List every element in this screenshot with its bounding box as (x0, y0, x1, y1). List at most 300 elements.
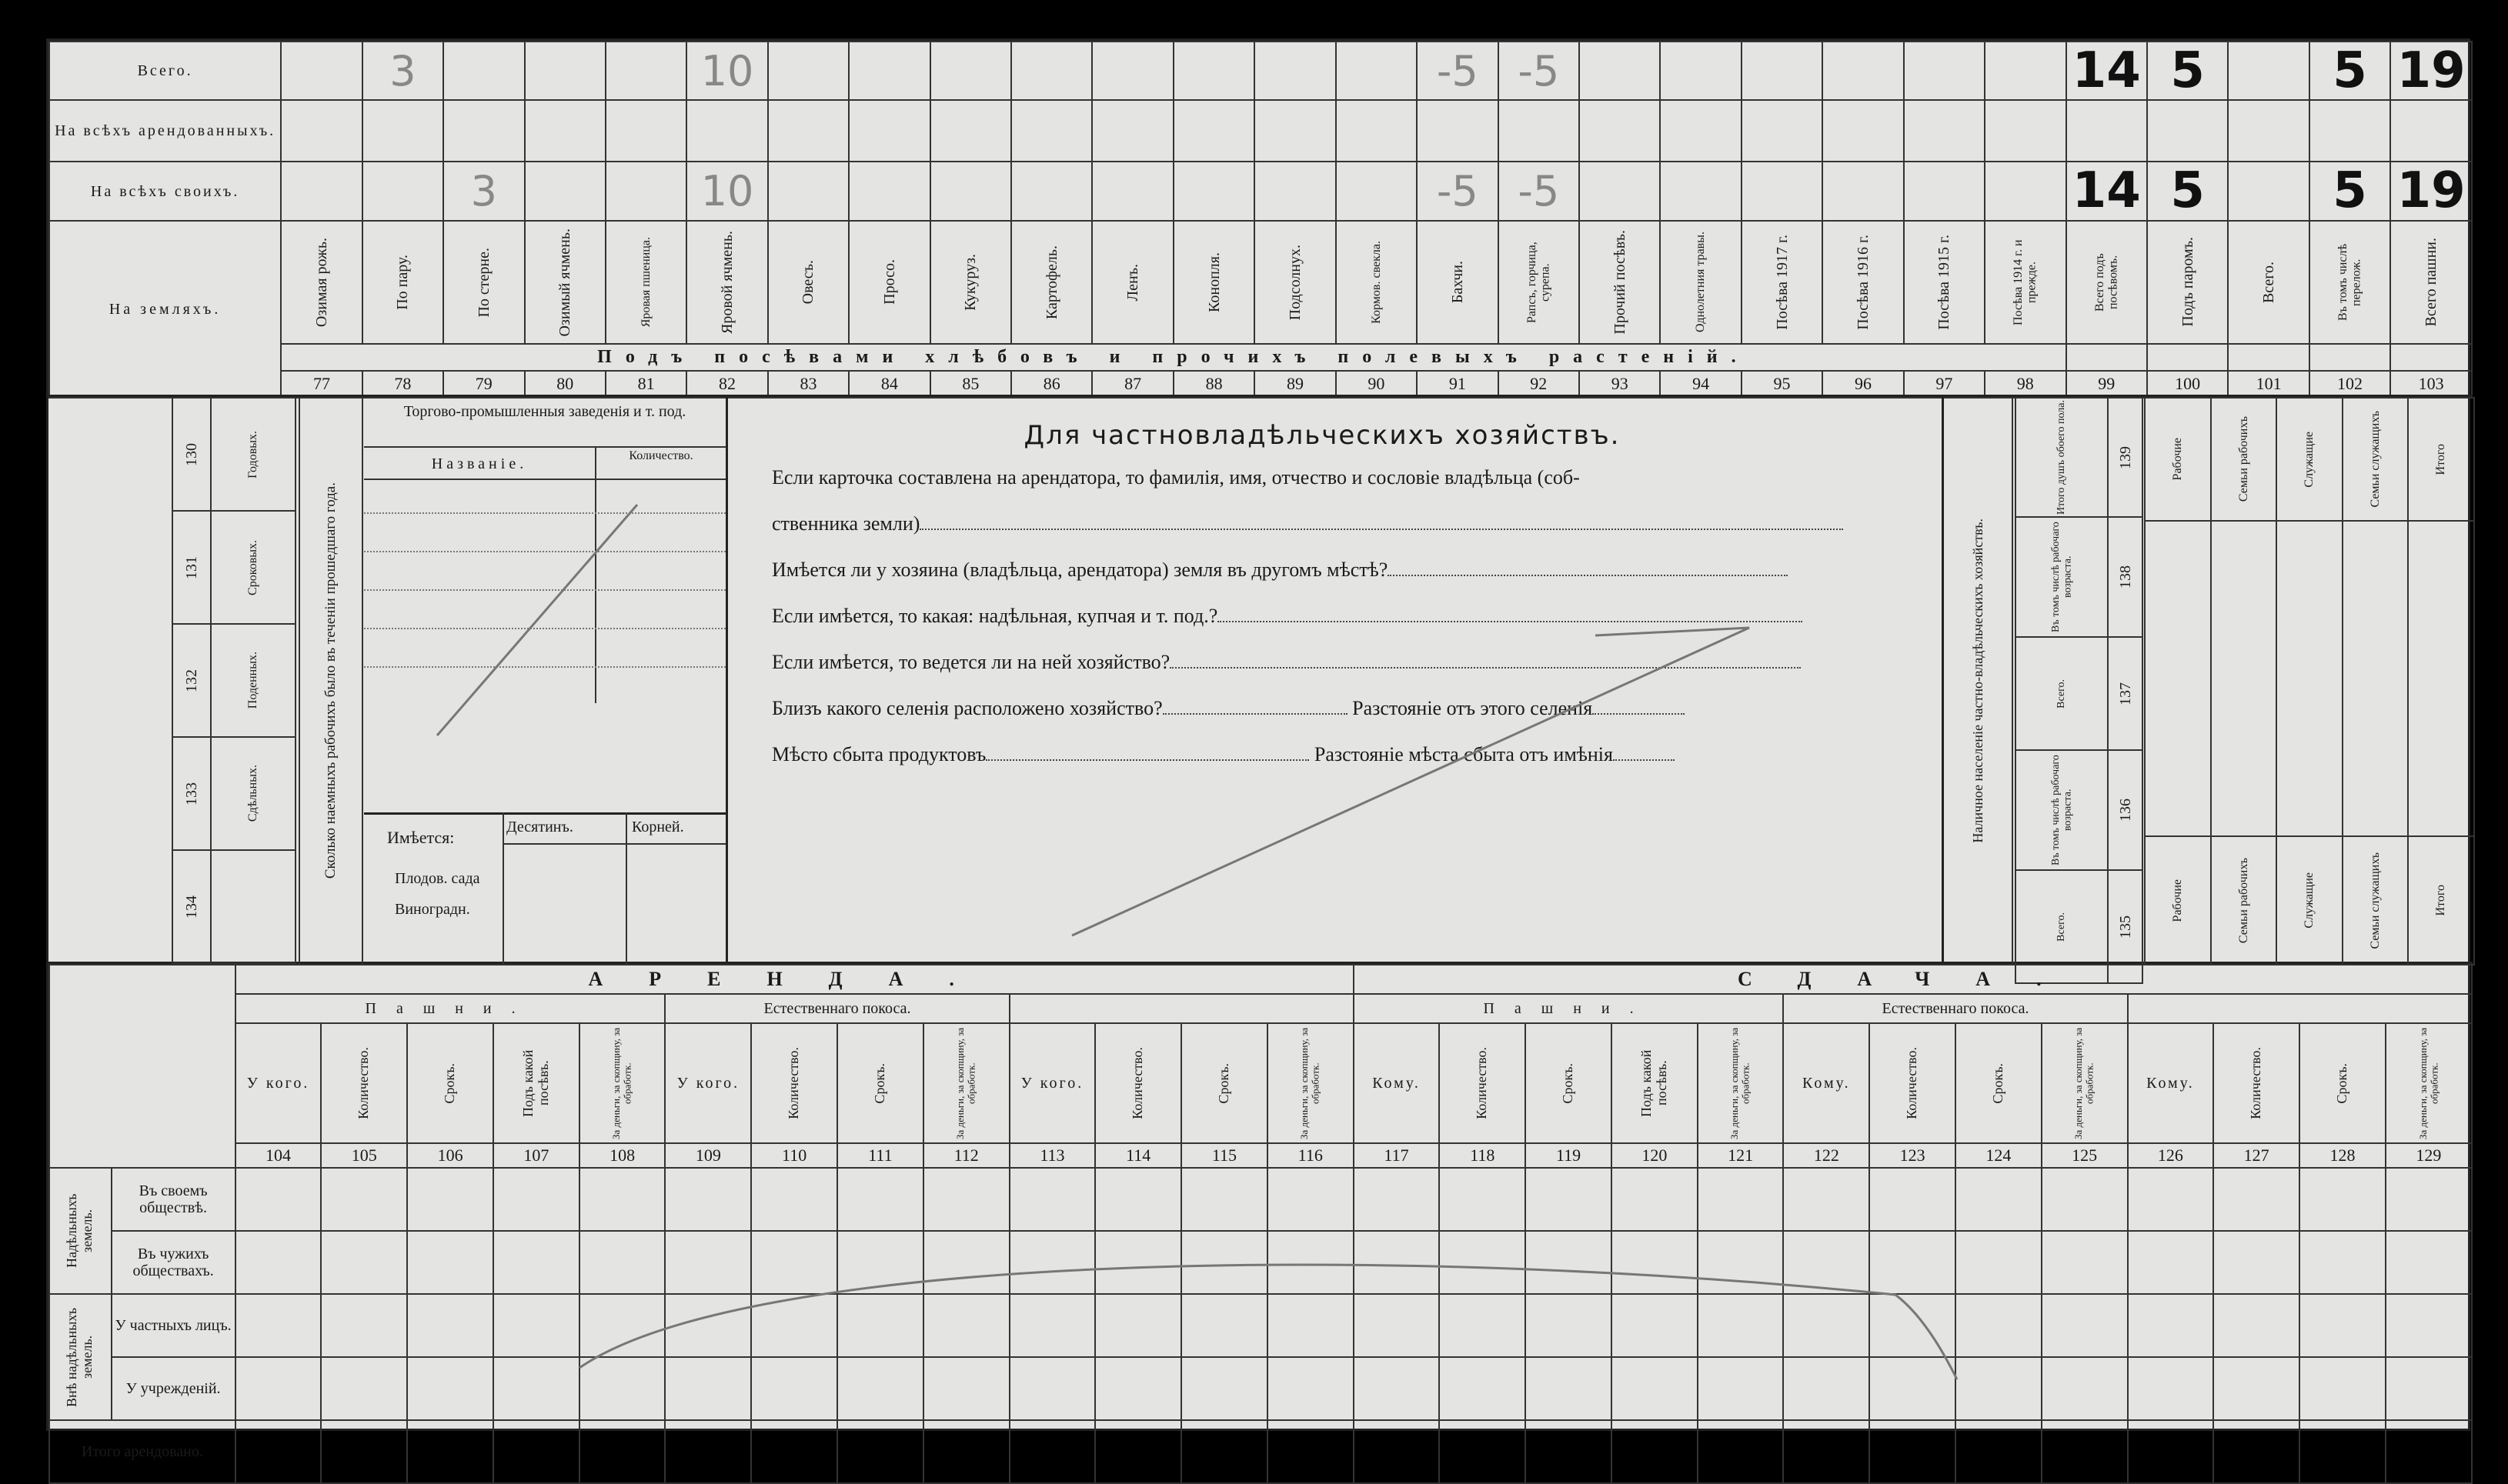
question-owner: Если карточка составлена на арендатора, то фамилія, имя, отчество и сословіе владѣльца (соб- (772, 466, 1580, 489)
worker-col-number-132 (172, 624, 211, 737)
worker-label: Сроковых. (246, 539, 260, 595)
col-header-label: Всего пашни. (2423, 238, 2440, 327)
lease-cell (2386, 1231, 2472, 1294)
cell-svoikh-90 (1336, 162, 1417, 220)
lease-col-label: Срокъ. (2334, 1062, 2350, 1104)
group-label: Надѣльныхъ земель. (64, 1193, 95, 1269)
personnel-table (2144, 397, 2475, 965)
lease-col-number-118: 118 (1439, 1143, 1525, 1168)
imeetsya-label: Имѣется: (387, 828, 455, 847)
lease-col-number-127: 127 (2213, 1143, 2299, 1168)
col-header-94 (1660, 221, 1741, 344)
pop-number: 138 (2116, 565, 2134, 589)
lease-cell (1869, 1231, 1955, 1294)
cell-vsego-77 (281, 42, 362, 100)
cell-vsego-103: 19 (2390, 42, 2472, 100)
worker-col-label-130 (211, 398, 296, 511)
lease-cell (1955, 1231, 2042, 1294)
lease-group-2 (1010, 994, 1354, 1023)
lease-cell (1181, 1357, 1267, 1420)
lease-cell (579, 1168, 666, 1231)
lease-row-label-1: Въ чужихъ обществахъ. (112, 1231, 235, 1294)
cell-arend-77 (281, 100, 362, 162)
lease-cell (923, 1294, 1010, 1357)
col-header-86 (1011, 221, 1092, 344)
col-header-95 (1742, 221, 1822, 344)
lease-col-label: Подъ какой посѣвъ. (520, 1049, 551, 1117)
col-header-label: Ленъ. (1124, 263, 1142, 301)
lease-cell (1955, 1294, 2042, 1357)
personnel-header-2 (2276, 398, 2343, 521)
lease-cell (235, 1231, 322, 1294)
lease-total-cell (1869, 1420, 1955, 1483)
private-title: Для частновладѣльческихъ хозяйствъ. (1024, 420, 1621, 451)
lease-total-cell (407, 1420, 493, 1483)
personnel-footer-4 (2408, 836, 2474, 965)
pop-number: 136 (2116, 799, 2134, 822)
cell-arend-93 (1579, 100, 1660, 162)
lease-total-cell (1267, 1420, 1354, 1483)
col-number-93: 93 (1579, 371, 1660, 398)
lease-cell (1525, 1231, 1611, 1294)
lease-cell (923, 1168, 1010, 1231)
lease-col-header-126: Кому. (2128, 1023, 2214, 1143)
lease-cell (493, 1231, 579, 1294)
lease-total-cell (1439, 1420, 1525, 1483)
lease-cell (923, 1357, 1010, 1420)
lease-group-0: Пашни. (235, 994, 666, 1023)
cell-svoikh-85 (930, 162, 1011, 220)
lease-cell (665, 1168, 751, 1231)
worker-col-label-131 (211, 511, 296, 624)
trade-title: Торгово-промышленныя заведенія и т. под. (364, 397, 726, 448)
lease-cell (751, 1357, 837, 1420)
lease-total-cell (579, 1420, 666, 1483)
lease-total-cell (321, 1420, 407, 1483)
lease-col-number-126: 126 (2128, 1143, 2214, 1168)
cell-arend-80 (525, 100, 606, 162)
lease-col-number-119: 119 (1525, 1143, 1611, 1168)
col-header-label: По стерне. (475, 247, 493, 318)
lease-cell (579, 1357, 666, 1420)
banner-blank (2309, 344, 2390, 371)
lease-col-header-110 (751, 1023, 837, 1143)
lease-cell (1698, 1168, 1784, 1231)
cell-arend-79 (443, 100, 524, 162)
col-header-label: Картофель. (1043, 245, 1060, 319)
lease-cell (2042, 1168, 2128, 1231)
worker-number-label: 134 (183, 895, 200, 919)
lease-col-number-106: 106 (407, 1143, 493, 1168)
lease-corner (49, 965, 235, 1168)
question-owner-cont: ственника земли) (772, 512, 1888, 535)
worker-number-label: 130 (183, 442, 200, 466)
lease-cell (923, 1231, 1010, 1294)
pop-col-label-139 (2015, 398, 2108, 517)
col-header-101 (2228, 221, 2309, 344)
pop-col-label-137 (2015, 637, 2108, 750)
lease-col-number-109: 109 (665, 1143, 751, 1168)
personnel-label: Рабочие (2171, 879, 2184, 922)
lease-col-header-122: Кому. (1783, 1023, 1869, 1143)
lease-total-cell (2299, 1420, 2386, 1483)
lease-cell (837, 1294, 923, 1357)
lease-cell (1010, 1357, 1096, 1420)
col-header-label: Подсолнух. (1287, 244, 1304, 320)
cell-vsego-86 (1011, 42, 1092, 100)
personnel-label: Итого (2434, 885, 2448, 916)
cell-svoikh-86 (1011, 162, 1092, 220)
lease-col-number-129: 129 (2386, 1143, 2472, 1168)
lease-cell (1439, 1231, 1525, 1294)
lease-cell (1783, 1294, 1869, 1357)
lease-col-number-111: 111 (837, 1143, 923, 1168)
lease-col-number-110: 110 (751, 1143, 837, 1168)
lease-col-number-121: 121 (1698, 1143, 1784, 1168)
cell-vsego-83 (768, 42, 849, 100)
lease-cell (1869, 1294, 1955, 1357)
col-number-85: 85 (930, 371, 1011, 398)
cell-vsego-90 (1336, 42, 1417, 100)
col-header-98 (1985, 221, 2066, 344)
lease-col-header-127 (2213, 1023, 2299, 1143)
cell-arend-81 (606, 100, 686, 162)
pop-col-number-139 (2108, 398, 2142, 517)
worker-col-number-134 (172, 850, 211, 963)
col-number-100: 100 (2147, 371, 2228, 398)
pencil-diagonal-line (733, 397, 1911, 964)
lease-col-label: Количество. (1130, 1047, 1146, 1119)
lease-total-cell (1955, 1420, 2042, 1483)
lease-col-number-114: 114 (1095, 1143, 1181, 1168)
cell-vsego-93 (1579, 42, 1660, 100)
pop-label: Въ томъ числѣ рабочаго возраста. (2049, 522, 2073, 632)
lease-cell (1267, 1357, 1354, 1420)
cell-vsego-95 (1742, 42, 1822, 100)
col-header-label: Озимая рожь. (312, 237, 330, 327)
col-header-97 (1904, 221, 1985, 344)
cell-vsego-91: -5 (1417, 42, 1498, 100)
question-village: Близъ какого селенія расположено хозяйство? Разстояніе отъ этого селенія (772, 697, 1888, 720)
row-label-svoikh: На всѣхъ своихъ. (49, 162, 281, 220)
cell-vsego-102: 5 (2309, 42, 2390, 100)
personnel-cell (2408, 521, 2474, 836)
personnel-label: Служащие (2303, 872, 2316, 929)
lease-cell (407, 1294, 493, 1357)
cell-arend-86 (1011, 100, 1092, 162)
lease-cell (2213, 1231, 2299, 1294)
cell-vsego-82: 10 (686, 42, 767, 100)
lease-col-header-124 (1955, 1023, 2042, 1143)
lease-cell (2042, 1231, 2128, 1294)
lease-col-label: За деньги, за скопщину, за обработк. (1298, 1027, 1321, 1139)
workers-label: Сколько наемныхъ рабочихъ было въ теченіи прошедшаго года. (299, 397, 363, 964)
cell-arend-78 (362, 100, 443, 162)
col-header-85 (930, 221, 1011, 344)
col-header-label: Кормов. свекла. (1369, 240, 1383, 324)
col-number-101: 101 (2228, 371, 2309, 398)
cell-svoikh-87 (1092, 162, 1173, 220)
lease-total-cell (1783, 1420, 1869, 1483)
lease-cell (1611, 1294, 1698, 1357)
lease-col-number-107: 107 (493, 1143, 579, 1168)
lease-col-label: Срокъ. (1989, 1062, 2005, 1104)
col-number-86: 86 (1011, 371, 1092, 398)
lease-cell (321, 1231, 407, 1294)
population-panel (1942, 397, 2475, 964)
personnel-label: Рабочие (2171, 438, 2184, 481)
lease-cell (1267, 1168, 1354, 1231)
cell-svoikh-83 (768, 162, 849, 220)
lease-cell (493, 1357, 579, 1420)
cell-vsego-100: 5 (2147, 42, 2228, 100)
lease-cell (2128, 1168, 2214, 1231)
lease-total-cell (1525, 1420, 1611, 1483)
cell-svoikh-84 (849, 162, 930, 220)
population-table (2015, 397, 2143, 984)
personnel-header-3 (2343, 398, 2409, 521)
desyatin-header: Десятинъ. (506, 819, 573, 835)
lease-table (48, 964, 2473, 1484)
lease-cell (2128, 1294, 2214, 1357)
lease-cell (1354, 1231, 1440, 1294)
col-header-82 (686, 221, 767, 344)
banner-blank (2066, 344, 2147, 371)
pop-col-number-138 (2108, 517, 2142, 637)
lease-col-number-125: 125 (2042, 1143, 2128, 1168)
personnel-label: Служащие (2303, 431, 2316, 488)
cell-svoikh-99: 14 (2066, 162, 2147, 220)
lease-cell (2128, 1231, 2214, 1294)
lease-cell (665, 1231, 751, 1294)
personnel-header-1 (2211, 398, 2277, 521)
lease-cell (235, 1294, 322, 1357)
personnel-cell (2343, 521, 2409, 836)
lease-cell (837, 1168, 923, 1231)
col-header-label: Овесъ. (800, 260, 817, 305)
lease-cell (1181, 1168, 1267, 1231)
cell-arend-95 (1742, 100, 1822, 162)
sdacha-header: СДАЧА. (1354, 965, 2472, 994)
lease-cell (751, 1294, 837, 1357)
lease-col-number-123: 123 (1869, 1143, 1955, 1168)
cell-vsego-80 (525, 42, 606, 100)
lease-cell (493, 1294, 579, 1357)
lease-col-label: За деньги, за скопщину, за обработк. (2072, 1027, 2096, 1139)
lease-cell (2213, 1168, 2299, 1231)
lease-col-header-104: У кого. (235, 1023, 322, 1143)
pop-col-label-138 (2015, 517, 2108, 637)
cell-vsego-98 (1985, 42, 2066, 100)
col-header-100 (2147, 221, 2228, 344)
col-header-label: Просо. (880, 259, 898, 305)
lease-cell (2299, 1168, 2386, 1231)
cell-svoikh-95 (1742, 162, 1822, 220)
cell-svoikh-78 (362, 162, 443, 220)
lease-col-number-117: 117 (1354, 1143, 1440, 1168)
col-number-96: 96 (1822, 371, 1903, 398)
cell-arend-89 (1254, 100, 1335, 162)
col-header-87 (1092, 221, 1173, 344)
lease-cell (321, 1168, 407, 1231)
col-header-81 (606, 221, 686, 344)
col-header-label: Всего. (2260, 261, 2278, 303)
lease-col-header-128 (2299, 1023, 2386, 1143)
arenda-header: АРЕНДА. (235, 965, 1354, 994)
vinograd-label: Виноградн. (395, 901, 470, 918)
lease-cell (1783, 1231, 1869, 1294)
lease-col-label: Подъ какой посѣвъ. (1638, 1049, 1669, 1117)
lease-cell (235, 1168, 322, 1231)
lease-cell (2299, 1231, 2386, 1294)
col-header-label: Посѣва 1917 г. (1773, 234, 1791, 330)
col-number-98: 98 (1985, 371, 2066, 398)
cell-svoikh-88 (1174, 162, 1254, 220)
cell-svoikh-97 (1904, 162, 1985, 220)
cell-vsego-79 (443, 42, 524, 100)
lease-cell (1698, 1294, 1784, 1357)
lease-col-label: За деньги, за скопщину, за обработк. (1728, 1027, 1752, 1139)
col-header-label: Посѣва 1916 г. (1854, 234, 1872, 330)
cell-arend-94 (1660, 100, 1741, 162)
lease-cell (579, 1231, 666, 1294)
lease-cell (2386, 1357, 2472, 1420)
pop-label: Всего. (2055, 679, 2068, 709)
lease-col-header-105 (321, 1023, 407, 1143)
cell-vsego-96 (1822, 42, 1903, 100)
cell-vsego-97 (1904, 42, 1985, 100)
banner-blank (2390, 344, 2472, 371)
banner-blank (2147, 344, 2228, 371)
lease-cell (1095, 1231, 1181, 1294)
col-number-90: 90 (1336, 371, 1417, 398)
cell-arend-88 (1174, 100, 1254, 162)
cell-svoikh-103: 19 (2390, 162, 2472, 220)
col-header-77 (281, 221, 362, 344)
pop-number: 139 (2116, 445, 2134, 469)
col-header-88 (1174, 221, 1254, 344)
cell-vsego-87 (1092, 42, 1173, 100)
col-number-88: 88 (1174, 371, 1254, 398)
lease-total-cell (1010, 1420, 1096, 1483)
worker-number-label: 133 (183, 782, 200, 805)
lease-cell (1525, 1168, 1611, 1231)
col-header-label: Подъ паромъ. (2179, 237, 2196, 328)
lease-row-label-0: Въ своемъ обществѣ. (112, 1168, 235, 1231)
lease-col-label: Количество. (356, 1047, 372, 1119)
personnel-header-0 (2145, 398, 2211, 521)
lease-cell (407, 1231, 493, 1294)
lease-col-number-120: 120 (1611, 1143, 1698, 1168)
lease-col-label: Количество. (1474, 1047, 1490, 1119)
col-number-83: 83 (768, 371, 849, 398)
lease-cell (1267, 1294, 1354, 1357)
cell-vsego-101 (2228, 42, 2309, 100)
cell-vsego-78: 3 (362, 42, 443, 100)
workers-table (172, 397, 296, 964)
lease-cell (1010, 1294, 1096, 1357)
lease-col-header-120 (1611, 1023, 1698, 1143)
lease-cell (665, 1294, 751, 1357)
lease-cell (2386, 1294, 2472, 1357)
lease-total-cell (837, 1420, 923, 1483)
col-header-84 (849, 221, 930, 344)
personnel-footer-3 (2343, 836, 2409, 965)
lease-cell (1869, 1357, 1955, 1420)
lease-col-header-121 (1698, 1023, 1784, 1143)
lease-cell (2213, 1294, 2299, 1357)
lease-cell (1354, 1294, 1440, 1357)
cell-vsego-92: -5 (1498, 42, 1579, 100)
col-header-78 (362, 221, 443, 344)
lease-cell (493, 1168, 579, 1231)
col-header-89 (1254, 221, 1335, 344)
lease-cell (2042, 1357, 2128, 1420)
worker-col-label-134 (211, 850, 296, 963)
lease-col-header-114 (1095, 1023, 1181, 1143)
lease-col-header-123 (1869, 1023, 1955, 1143)
private-farm-panel (733, 397, 1911, 964)
col-number-82: 82 (686, 371, 767, 398)
cell-svoikh-94 (1660, 162, 1741, 220)
question-other-land: Имѣется ли у хозяина (владѣльца, арендатора) земля въ другомъ мѣстѣ? (772, 559, 1888, 582)
lease-col-header-129 (2386, 1023, 2472, 1143)
pop-number: 137 (2116, 682, 2134, 705)
cell-svoikh-98 (1985, 162, 2066, 220)
col-header-80 (525, 221, 606, 344)
lease-total-cell (751, 1420, 837, 1483)
lease-cell (2042, 1294, 2128, 1357)
col-header-label: Всего подъ посѣвомъ. (2092, 252, 2120, 312)
lease-cell (407, 1357, 493, 1420)
lease-cell (321, 1294, 407, 1357)
cell-vsego-94 (1660, 42, 1741, 100)
personnel-label: Итого (2434, 443, 2448, 475)
cell-vsego-89 (1254, 42, 1335, 100)
trade-name-header: Названіе. (364, 448, 596, 479)
col-header-90 (1336, 221, 1417, 344)
lease-col-header-106 (407, 1023, 493, 1143)
lease-cell (1010, 1231, 1096, 1294)
col-header-label: Посѣва 1915 г. (1935, 234, 1953, 330)
personnel-cell (2211, 521, 2277, 836)
lease-cell (751, 1168, 837, 1231)
col-header-label: Бахчи. (1448, 261, 1466, 304)
cell-svoikh-92: -5 (1498, 162, 1579, 220)
col-header-label: Кукуруз. (962, 253, 980, 311)
lease-total-cell (1354, 1420, 1440, 1483)
personnel-footer-0 (2145, 836, 2211, 965)
pop-label: Итого душъ обоего пола. (2055, 400, 2068, 515)
lease-cell (1095, 1357, 1181, 1420)
group-vne (49, 1294, 112, 1420)
lease-cell (2299, 1357, 2386, 1420)
lease-cell (1783, 1357, 1869, 1420)
question-market: Мѣсто сбыта продуктовъ Разстояніе мѣста сбыта отъ имѣнія (772, 743, 1888, 766)
cell-svoikh-93 (1579, 162, 1660, 220)
lease-cell (2128, 1357, 2214, 1420)
cell-svoikh-89 (1254, 162, 1335, 220)
lease-total-cell (1698, 1420, 1784, 1483)
col-header-103 (2390, 221, 2472, 344)
lease-cell (1525, 1294, 1611, 1357)
pop-col-label-136 (2015, 750, 2108, 870)
lease-cell (235, 1357, 322, 1420)
cell-arend-100 (2147, 100, 2228, 162)
lease-col-number-108: 108 (579, 1143, 666, 1168)
pop-col-number-137 (2108, 637, 2142, 750)
lease-col-number-112: 112 (923, 1143, 1010, 1168)
